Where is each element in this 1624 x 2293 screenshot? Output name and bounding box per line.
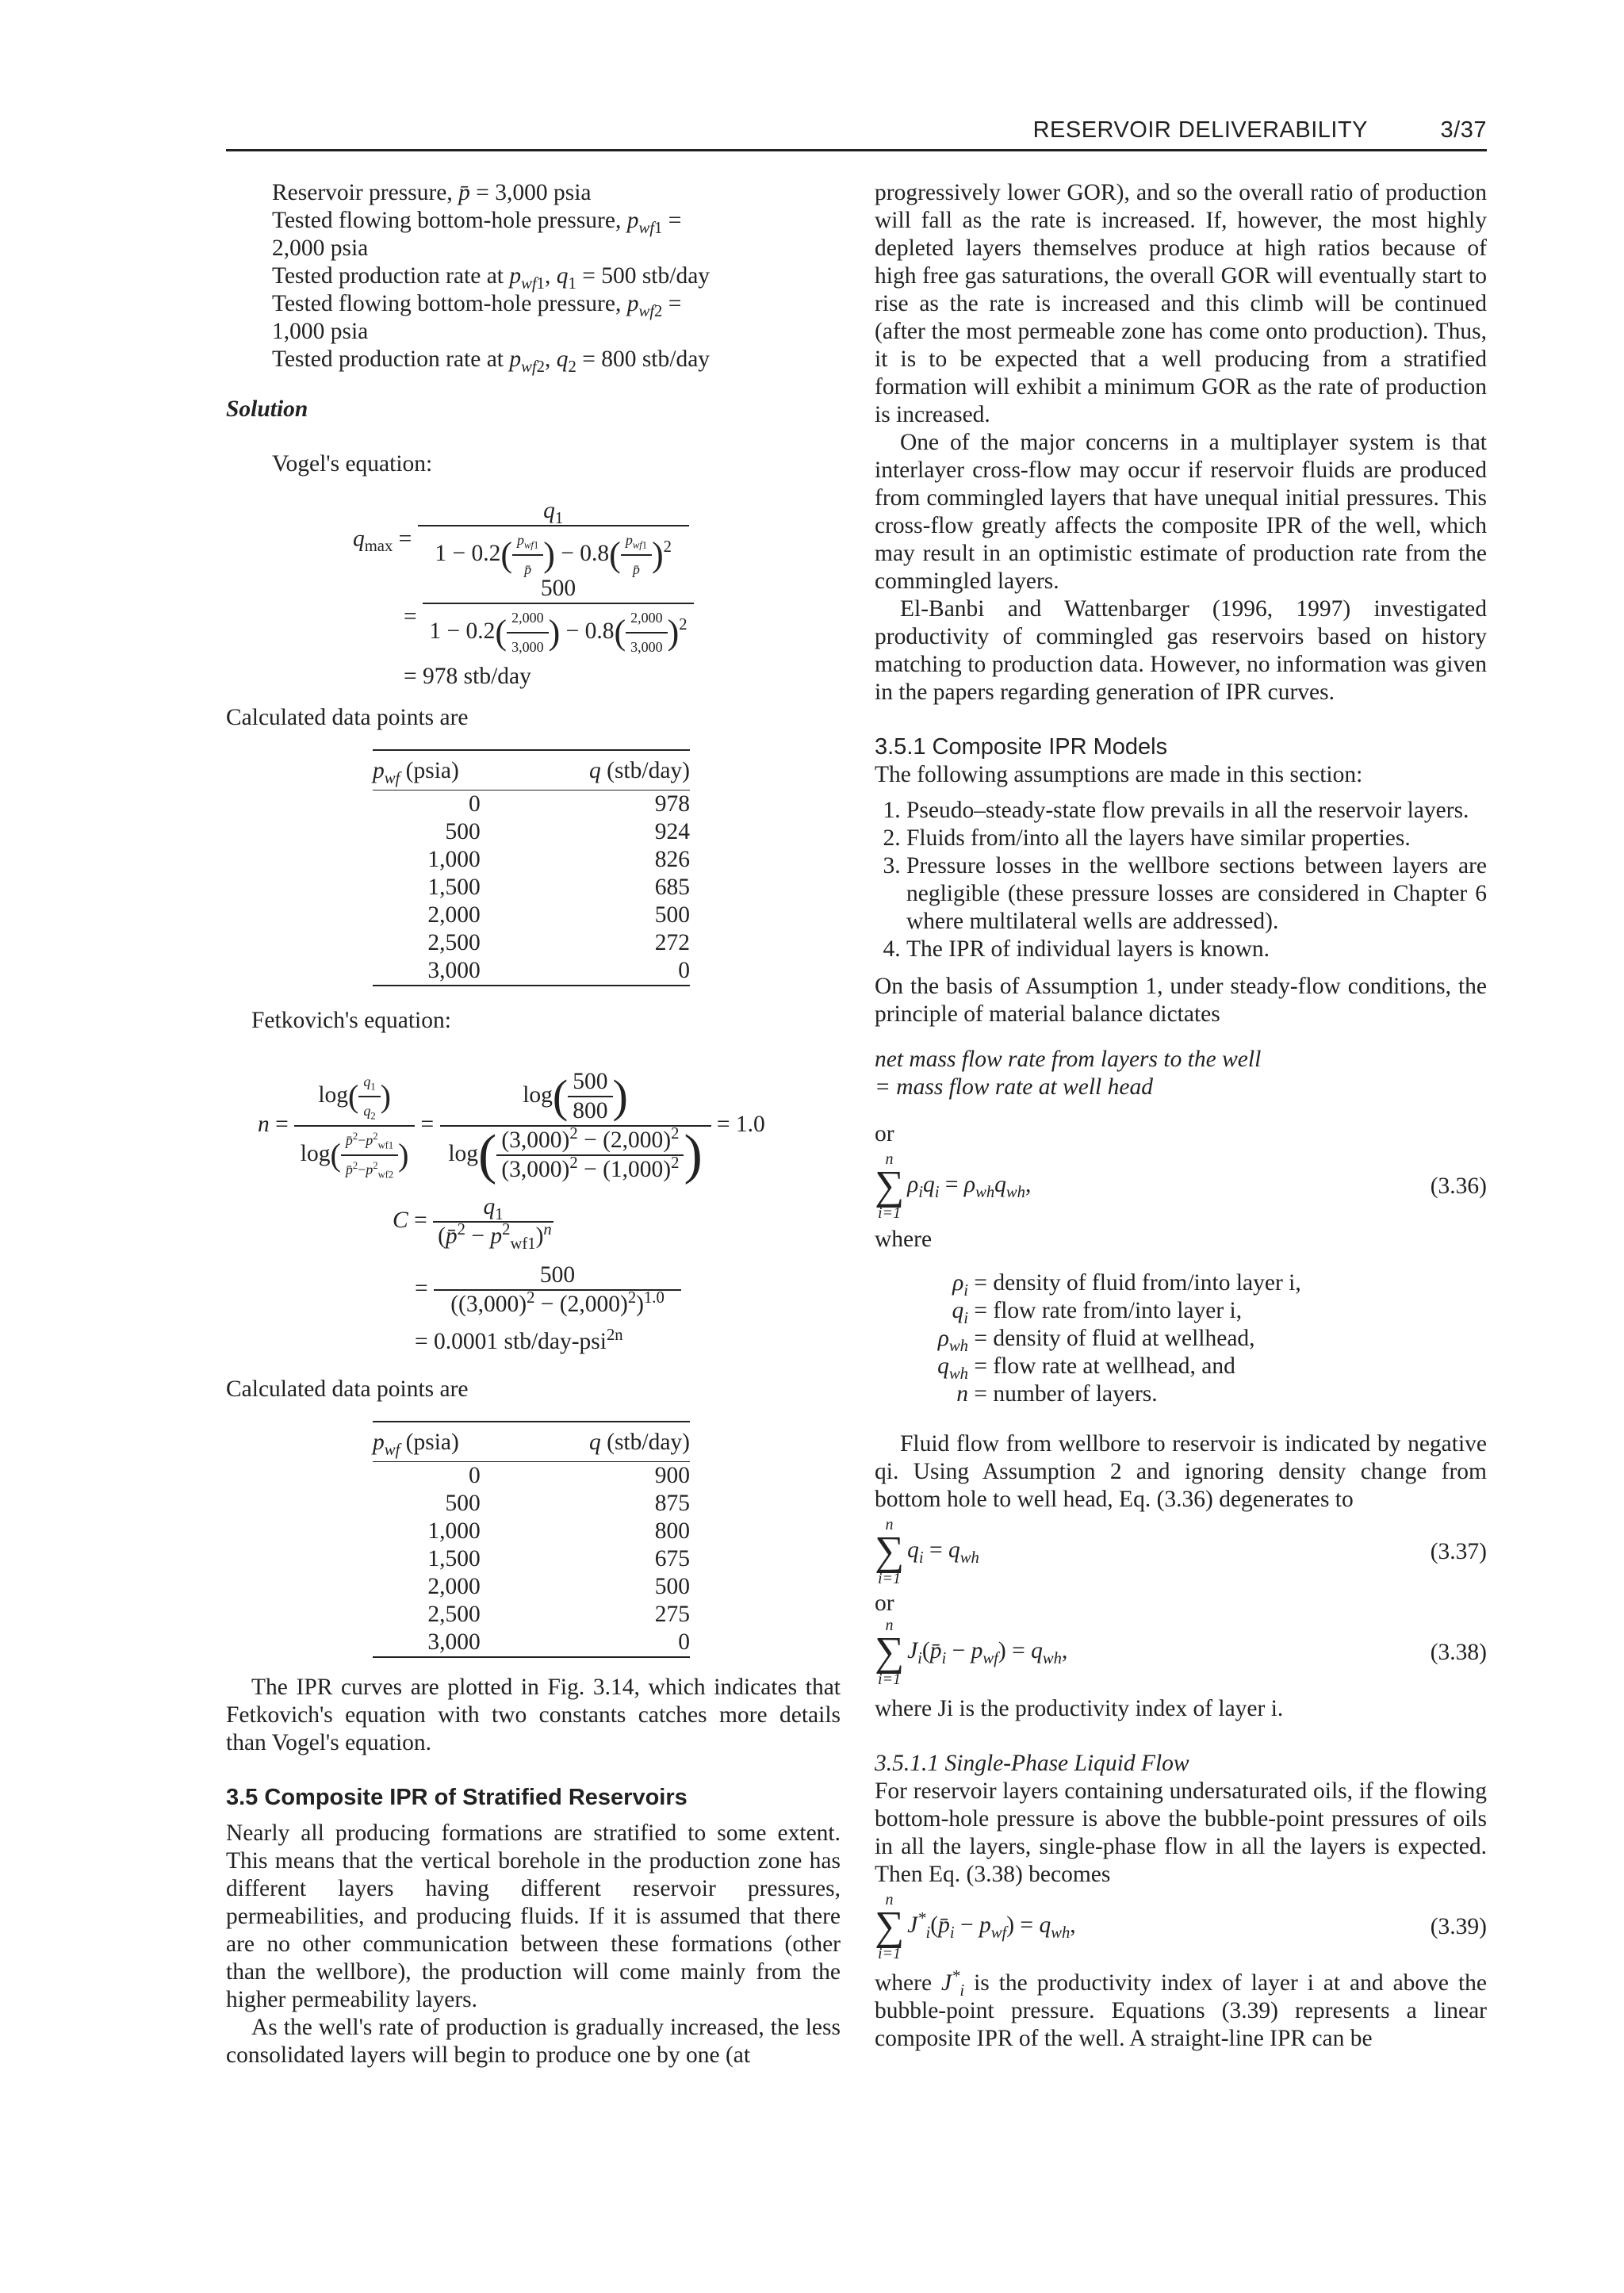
assumption-item: 1. Pseudo–steady-state flow prevails in all the reservoir layers. (906, 797, 1487, 825)
vogel-eq-line1: $q_{max}$ = $q_1$ 1 − 0.2( $\frac{p_{wf1}}{p̄}$ ) − 0.8( $\frac{p_{wf1}}{p̄}$ )$^2$ (353, 497, 689, 584)
solution-heading: Solution (226, 396, 308, 422)
ipr-paragraph: The IPR curves are plotted in Fig. 3.14, which indicates that Fetkovich's equation with two constants catches more details than Vogel's equation. (226, 1675, 841, 1755)
table-row (373, 1601, 690, 1629)
crossflow-paragraph: One of the major concerns in a multiplayer system is that interlayer cross-flow may occur if reservoir fluids are produced from commingled layers that have unequal initial pressures. This cross-flow greatly affects the composite IPR of the well, which may result in an optimistic estimate of production rate from the commingled layers. (875, 430, 1487, 594)
definition-item: $\rho_{wh}$ = density of fluid at wellhead, (937, 1326, 1255, 1355)
pwf-cell: 2,000 (427, 902, 481, 928)
elbanbi-paragraph: El-Banbi and Wattenbarger (1996, 1997) investigated productivity of commingled gas reservoirs based on history matching to production data. However, no information was given in the papers regarding generation of IPR curves. (875, 596, 1487, 705)
definition-item: n = number of layers. (956, 1381, 1158, 1407)
given-line: Tested production rate at $p_{wf1}$, $q_1 = 500$ stb/day (272, 263, 710, 293)
assumption-item: 4. The IPR of individual layers is known. (906, 936, 1487, 963)
running-head (226, 117, 1487, 151)
basis-paragraph: On the basis of Assumption 1, under steady-flow conditions, the principle of material balance dictates (875, 974, 1487, 1027)
table-row (373, 1490, 690, 1518)
table-header-q: q (stb/day) (568, 1422, 690, 1462)
equation-3-36: n ∑ i=1 $\rho_iq_i = \rho_{wh}q_{wh}$, (3.36) (875, 1150, 1487, 1222)
equation-number: (3.37) (1430, 1538, 1487, 1564)
given-line: Reservoir pressure, p̄ = 3,000 psia (272, 180, 592, 205)
pwf-cell: 1,500 (427, 875, 481, 900)
definition-item: $q_i$ = flow rate from/into layer i, (952, 1298, 1243, 1327)
equation-number: (3.38) (1430, 1639, 1487, 1665)
assumption-item: 3. Pressure losses in the wellbore sections between layers are negligible (these pressure losses are considered in Chapter 6 where multilateral wells are addressed). (906, 852, 1487, 936)
q-cell: 924 (654, 819, 690, 844)
running-head-title: RESERVOIR DELIVERABILITY (1032, 117, 1368, 143)
subsection-heading: 3.5.1 Composite IPR Models (875, 734, 1168, 760)
fetkovich-c-equation (226, 1193, 841, 1376)
fluid-flow-paragraph: Fluid flow from wellbore to reservoir is indicated by negative qi. Using Assumption 2 and ignoring density change from bottom hole to well head, Eq. (3.36) degenerates to (875, 1431, 1487, 1512)
fetkovich-n-line: n = log( $\frac{q_1}{q_2}$ ) log( $\frac{p̄^2-p^2_{wf1}}{p̄^2-p^2_{wf2}}$ ) = log( $\frac{500}{800}$ ) log( $\frac{(3,000)^2 - (2,000)^2}{(3,000)^2 - (1,000)^2}$ ) = 1.0 (258, 1069, 765, 1185)
q-cell: 500 (654, 1574, 690, 1599)
pwf-cell: 1,000 (427, 1518, 481, 1544)
vogel-table (373, 749, 690, 986)
pwf-cell: 0 (468, 791, 481, 817)
given-line: Tested flowing bottom-hole pressure, $p_{wf2}$ = (272, 291, 682, 320)
c-eq-line1: C = $\frac{q_1}{(p̄^2 - p^2_{wf1})^n}$ (393, 1193, 557, 1250)
q-cell: 875 (654, 1491, 690, 1516)
section-heading: 3.5 Composite IPR of Stratified Reservoirs (226, 1785, 688, 1810)
q-cell: 0 (568, 957, 690, 986)
table-header-row (373, 750, 690, 790)
given-line: Tested production rate at $p_{wf2}$, $q_2 = 800$ stb/day (272, 346, 710, 376)
table-row (373, 874, 690, 902)
table-header-q: q (stb/day) (568, 750, 690, 790)
vogel-label: Vogel's equation: (272, 451, 433, 477)
pwf-cell: 500 (445, 819, 481, 844)
pwf-cell: 2,500 (427, 930, 481, 955)
table-row (373, 957, 690, 986)
q-cell: 800 (654, 1518, 690, 1544)
equation-3-37: n ∑ i=1 $q_i = q_{wh}$ (3.37) (875, 1516, 1487, 1587)
q-cell: 675 (654, 1546, 690, 1571)
n-result: = 1.0 (716, 1111, 765, 1137)
equation-3-39: n ∑ i=1 $J^*_i(p̄_i - p_{wf}) = q_{wh}$, (3.39) (875, 1891, 1487, 1962)
table-row (373, 1518, 690, 1545)
equation-number: (3.36) (1430, 1173, 1487, 1199)
table-row (373, 1629, 690, 1657)
where-text: where (875, 1227, 933, 1252)
vogel-result: = 978 stb/day (404, 664, 531, 689)
assumption-item: 2. Fluids from/into all the layers have similar properties. (906, 825, 1487, 852)
given-data (272, 179, 841, 376)
table-row (373, 1462, 690, 1491)
pwf-cell: 1,000 (427, 847, 481, 872)
or-text: or (875, 1121, 894, 1146)
subsubsection-heading: 3.5.1.1 Single-Phase Liquid Flow (875, 1751, 1189, 1776)
assumptions-list (875, 797, 1487, 963)
fetkovich-n-equation (226, 1043, 841, 1185)
c-eq-line2: = $\frac{500}{((3,000)^2 - (2,000)^2)^{1.0}}$ (415, 1261, 681, 1319)
given-line: 1,000 psia (272, 319, 369, 344)
definition-item: $q_{wh}$ = flow rate at wellhead, and (937, 1353, 1235, 1383)
c-result: = 0.0001 stb/day-psi$^{2n}$ (415, 1326, 623, 1354)
pwf-cell: 3,000 (373, 1629, 568, 1657)
table-row (373, 1573, 690, 1601)
jstar-paragraph: where $J^*_i$ is the productivity index of layer i at and above the bubble-point pressure. Equations (3.39) represents a linear composite IPR of the well. A straight-line IPR can be (875, 1968, 1487, 2051)
pwf-cell: 1,500 (427, 1546, 481, 1571)
equation-number: (3.39) (1430, 1913, 1487, 1939)
q-cell: 978 (654, 791, 690, 817)
q-cell: 826 (654, 847, 690, 872)
vogel-equation (226, 486, 841, 696)
calc-label-2: Calculated data points are (226, 1376, 469, 1402)
fetkovich-label: Fetkovich's equation: (251, 1008, 451, 1033)
definition-item: $\rho_i$ = density of fluid from/into layer i, (952, 1270, 1301, 1300)
where-definitions (889, 1269, 1487, 1408)
single-phase-paragraph: For reservoir layers containing undersaturated oils, if the flowing bottom-hole pressure is above the bubble-point pressures of oils in all the layers, single-phase flow in all the layers is expected. Then Eq. (3.38) becomes (875, 1778, 1487, 1887)
pwf-cell: 2,000 (427, 1574, 481, 1599)
calc-label-1: Calculated data points are (226, 705, 469, 730)
right-column (875, 179, 1487, 2053)
pwf-cell: 0 (468, 1463, 481, 1488)
table-row (373, 846, 690, 874)
q-cell: 0 (568, 1629, 690, 1657)
table-row (373, 902, 690, 929)
gor-paragraph: progressively lower GOR), and so the overall ratio of production will fall as the rate is increased. If, however, the most highly depleted layers themselves produce at high ratios because of high free gas saturations, the overall GOR will eventually start to rise as the rate is increased and this climb will be continued (after the most permeable zone has come onto production). Thus, it is to be expected that a well producing from a stratified formation will exhibit a minimum GOR as the rate of production is increased. (875, 180, 1487, 427)
q-cell: 272 (654, 930, 690, 955)
q-cell: 685 (654, 875, 690, 900)
stratified-paragraph: Nearly all producing formations are stratified to some extent. This means that the vertical borehole in the production zone has different layers having different reservoir pressures, permeabilities, and producing fluids. If it is assumed that there are no other communication between these formations (other than the wellbore), the production will come mainly from the higher permeability layers. (226, 1820, 841, 2012)
or-text: or (875, 1591, 894, 1616)
table-header-row (373, 1422, 690, 1462)
mass-balance-line1: net mass flow rate from layers to the well (875, 1047, 1262, 1072)
q-cell: 275 (654, 1602, 690, 1627)
pwf-cell: 3,000 (373, 957, 568, 986)
given-line: Tested flowing bottom-hole pressure, $p_{wf1}$ = (272, 208, 682, 237)
page-number: 3/37 (1440, 117, 1487, 143)
pwf-cell: 2,500 (427, 1602, 481, 1627)
q-cell: 900 (654, 1463, 690, 1488)
mass-balance-line2: = mass flow rate at well head (875, 1074, 1153, 1100)
pwf-cell: 500 (445, 1491, 481, 1516)
assumptions-intro: The following assumptions are made in this section: (875, 762, 1363, 787)
table-row (373, 818, 690, 846)
left-column (226, 179, 841, 2069)
rate-paragraph: As the well's rate of production is gradually increased, the less consolidated layers will begin to produce one by one (at (226, 2015, 841, 2068)
table-row (373, 929, 690, 957)
fetkovich-table (373, 1421, 690, 1658)
table-header-pwf: $p_{wf}$ (psia) (373, 750, 568, 790)
given-line: 2,000 psia (272, 235, 369, 261)
table-row (373, 1545, 690, 1573)
equation-3-38: n ∑ i=1 $J_i(p̄_i - p_{wf}) = q_{wh}$, (3.38) (875, 1617, 1487, 1688)
vogel-eq-line2: = 500 1 − 0.2( $\frac{2,000}{3,000}$ ) − 0.8( $\frac{2,000}{3,000}$ )$^2$ (404, 575, 694, 661)
q-cell: 500 (654, 902, 690, 928)
table-row (373, 790, 690, 819)
where-j-text: where Ji is the productivity index of layer i. (875, 1696, 1284, 1721)
table-header-pwf: $p_{wf}$ (psia) (373, 1422, 568, 1462)
